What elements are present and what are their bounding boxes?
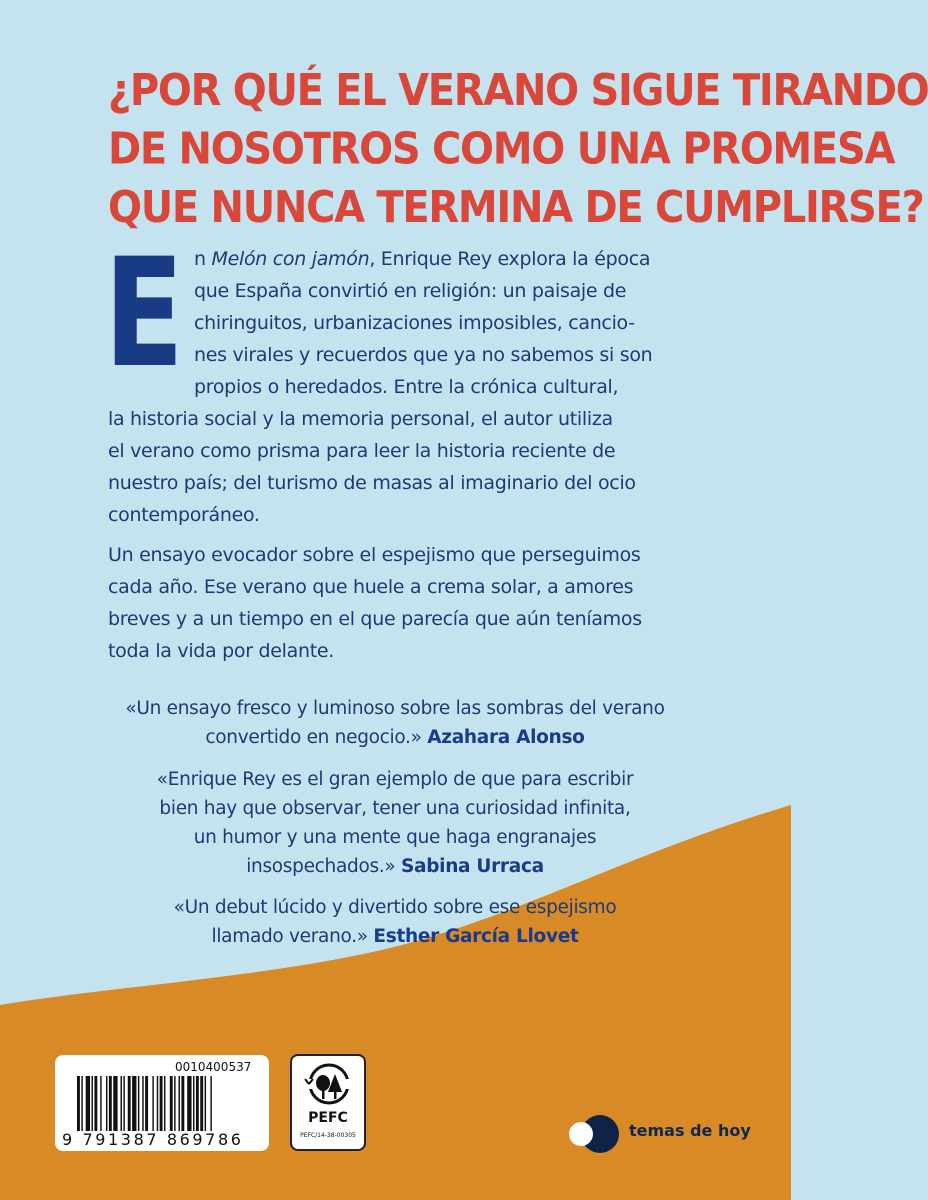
synopsis-line: propios o heredados. Entre la crónica cultural, bbox=[194, 376, 619, 398]
blurb-quote-2 bbox=[60, 765, 730, 881]
synopsis-line: que España convirtió en religión: un paisaje de bbox=[194, 280, 627, 302]
headline-line-2: DE NOSOTROS COMO UNA PROMESA bbox=[108, 124, 895, 175]
blurb-line: un humor y una mente que haga engranajes bbox=[193, 827, 597, 848]
barcode-bar bbox=[187, 1076, 191, 1131]
barcode-bar bbox=[128, 1076, 131, 1131]
barcode-bar bbox=[205, 1076, 206, 1131]
publisher-logo-icon bbox=[568, 1114, 620, 1154]
barcode-bar bbox=[193, 1076, 194, 1131]
barcode-bar bbox=[179, 1076, 180, 1131]
barcode-bar bbox=[170, 1076, 173, 1131]
barcode-bar bbox=[92, 1076, 93, 1131]
summary-paragraph bbox=[108, 539, 708, 667]
barcode-bar bbox=[200, 1076, 203, 1131]
publisher-name: temas de hoy bbox=[629, 1121, 751, 1140]
blurb-line: «Un debut lúcido y divertido sobre ese espejismo bbox=[173, 897, 617, 918]
pefc-certification-badge bbox=[290, 1054, 366, 1151]
summary-line: toda la vida por delante. bbox=[108, 640, 334, 662]
synopsis-first-word-rest: n bbox=[194, 248, 206, 270]
barcode-bar bbox=[152, 1076, 153, 1131]
isbn-number: 9 791387 869786 bbox=[62, 1130, 244, 1149]
blurb-line: llamado verano.» bbox=[211, 926, 368, 947]
barcode-bar bbox=[81, 1076, 82, 1131]
barcode-bar bbox=[142, 1076, 143, 1131]
blurb-line: «Enrique Rey es el gran ejemplo de que para escribir bbox=[156, 769, 634, 790]
synopsis-line: la historia social y la memoria personal, el autor utiliza bbox=[108, 408, 613, 430]
summary-line: breves y a un tiempo en el que parecía que aún teníamos bbox=[108, 608, 642, 630]
barcode-bar bbox=[121, 1076, 122, 1131]
blurb-quote-1 bbox=[60, 694, 730, 752]
summary-line: Un ensayo evocador sobre el espejismo que perseguimos bbox=[108, 544, 641, 566]
barcode-bar bbox=[196, 1076, 199, 1131]
barcode-bar bbox=[94, 1076, 97, 1131]
barcode-bar bbox=[106, 1076, 107, 1131]
barcode-bar bbox=[164, 1076, 165, 1131]
blurb-line-with-author bbox=[60, 922, 730, 951]
pefc-code: PEFC/14-38-00305 bbox=[300, 1132, 356, 1139]
synopsis-first-line-tail: , Enrique Rey explora la época bbox=[369, 248, 651, 270]
blurb-line: convertido en negocio.» bbox=[205, 727, 422, 748]
blurb-line-with-author bbox=[60, 723, 730, 752]
barcode-bar bbox=[181, 1076, 184, 1131]
back-cover-headline bbox=[108, 62, 928, 237]
blurb-quote-3 bbox=[60, 893, 730, 951]
barcode-bar bbox=[145, 1076, 148, 1131]
synopsis-line: contemporáneo. bbox=[108, 504, 260, 526]
blurb-author: Esther García Llovet bbox=[373, 926, 579, 947]
isbn-barcode bbox=[55, 1055, 269, 1151]
barcode-bar bbox=[109, 1076, 112, 1131]
synopsis-line: nes virales y recuerdos que ya no sabemos si son bbox=[194, 344, 653, 366]
pefc-tree-logo-icon bbox=[301, 1062, 357, 1106]
barcode-bar bbox=[138, 1076, 139, 1131]
barcode-bar bbox=[210, 1076, 211, 1131]
barcode-bars bbox=[77, 1076, 265, 1131]
summary-line: cada año. Ese verano que huele a crema solar, a amores bbox=[108, 576, 634, 598]
blurb-line: bien hay que observar, tener una curiosidad infinita, bbox=[159, 798, 631, 819]
synopsis-paragraph bbox=[108, 243, 708, 531]
barcode-bar bbox=[132, 1076, 136, 1131]
blurb-author: Sabina Urraca bbox=[401, 856, 544, 877]
headline-line-3: QUE NUNCA TERMINA DE CUMPLIRSE? bbox=[108, 182, 924, 233]
blurb-author: Azahara Alonso bbox=[427, 727, 585, 748]
blurb-line: insospechados.» bbox=[246, 856, 396, 877]
barcode-bar bbox=[100, 1076, 101, 1131]
synopsis-line: nuestro país; del turismo de masas al imaginario del ocio bbox=[108, 472, 636, 494]
headline-line-1: ¿POR QUÉ EL VERANO SIGUE TIRANDO bbox=[108, 66, 928, 116]
pefc-label: PEFC bbox=[308, 1110, 348, 1126]
barcode-bar bbox=[77, 1076, 80, 1131]
barcode-bar bbox=[113, 1076, 117, 1131]
synopsis-line-1 bbox=[108, 243, 708, 275]
book-title: Melón con jamón bbox=[211, 248, 370, 270]
barcode-bar bbox=[123, 1076, 124, 1131]
barcode-bar bbox=[174, 1076, 175, 1131]
barcode-bar bbox=[157, 1076, 158, 1131]
synopsis-line: el verano como prisma para leer la historia reciente de bbox=[108, 440, 616, 462]
barcode-top-number: 0010400537 bbox=[175, 1060, 252, 1074]
synopsis-line: chiringuitos, urbanizaciones imposibles, cancio- bbox=[194, 312, 635, 334]
blurb-line-with-author bbox=[60, 852, 730, 881]
blurb-line: «Un ensayo fresco y luminoso sobre las sombras del verano bbox=[125, 698, 665, 719]
drop-cap-letter: E bbox=[104, 227, 184, 401]
barcode-bar bbox=[86, 1076, 90, 1131]
barcode-bar bbox=[160, 1076, 163, 1131]
